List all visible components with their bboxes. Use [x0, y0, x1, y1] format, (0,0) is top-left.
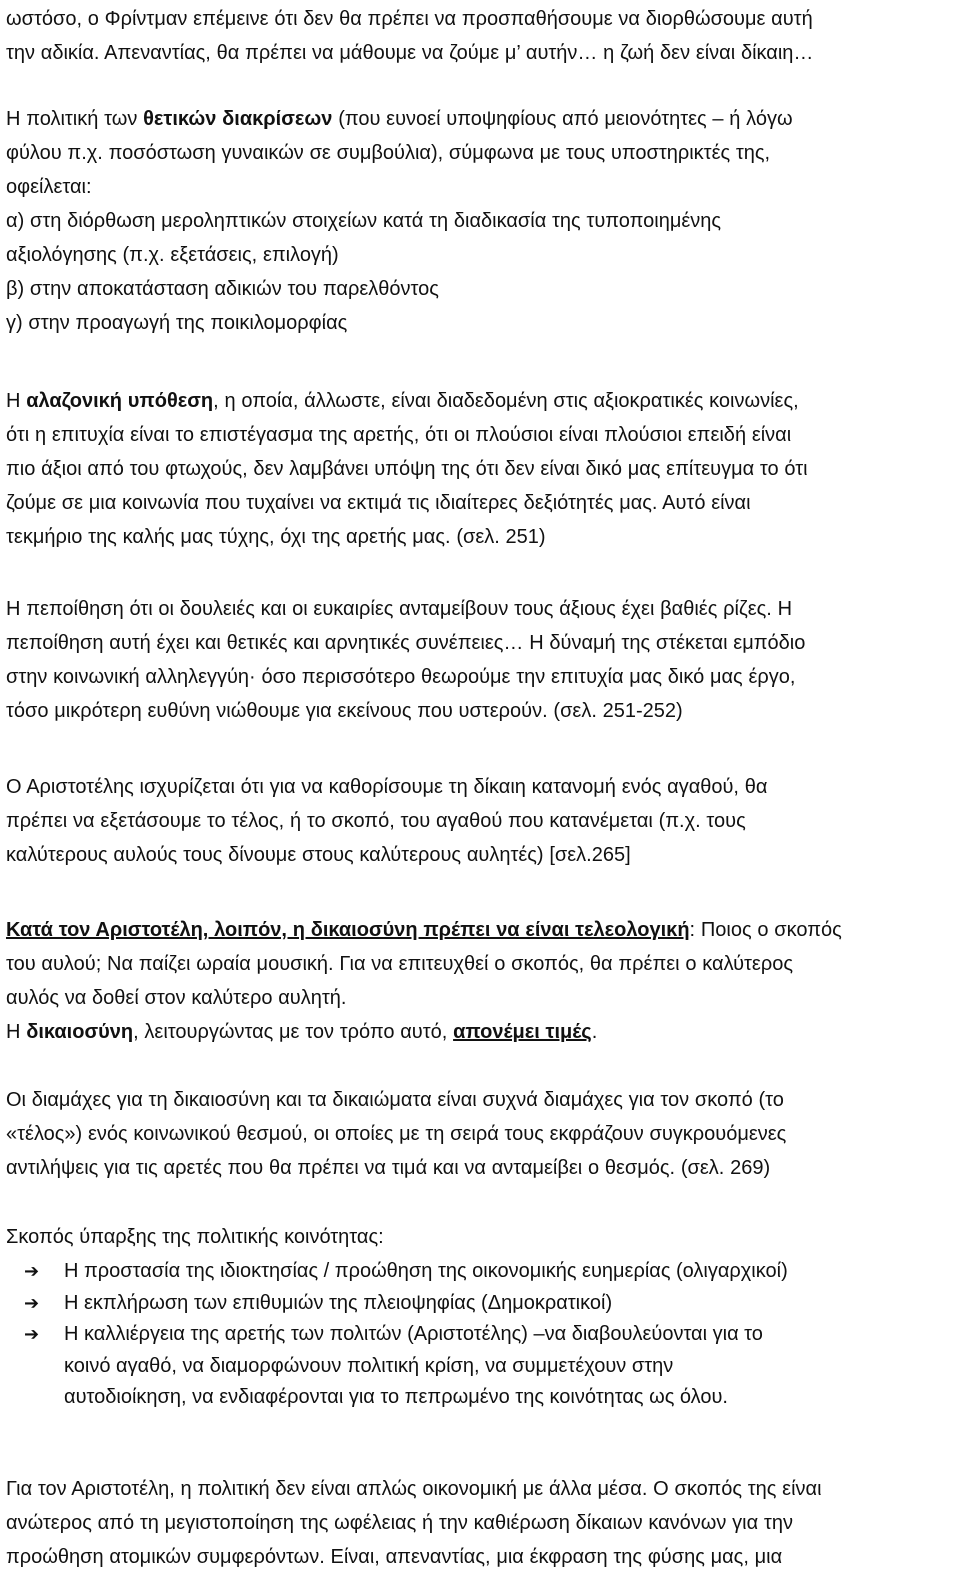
- text-line: γ) στην προαγωγή της ποικιλομορφίας: [6, 312, 348, 334]
- text-run: , λειτουργώντας με τον τρόπο αυτό,: [133, 1021, 454, 1043]
- text-line: φύλου π.χ. ποσόστωση γυναικών σε συμβούλια), σύμφωνα με τους υποστηρικτές της,: [6, 142, 771, 164]
- text-line: [6, 384, 950, 418]
- purpose-list: [6, 1256, 950, 1414]
- arrow-icon: ➔: [24, 1292, 40, 1313]
- text-run: : Ποιος ο σκοπός: [689, 919, 842, 941]
- text-line: ωστόσο, ο Φρίντμαν επέμεινε ότι δεν θα πρέπει να προσπαθήσουμε να διορθώσουμε αυτή: [6, 8, 813, 30]
- text-line: οφείλεται:: [6, 176, 92, 198]
- paragraph-aristotle-politics: [6, 1472, 950, 1574]
- text-line: καλύτερους αυλούς τους δίνουμε στους καλύτερους αυλητές) [σελ.265]: [6, 844, 631, 866]
- text-line: αυτοδιοίκηση, να ενδιαφέρονται για το πεπρωμένο της κοινότητας ως όλου.: [64, 1386, 728, 1408]
- arrow-icon: ➔: [24, 1261, 40, 1281]
- emphasis-text: αλαζονική υπόθεση: [26, 390, 214, 412]
- text-line: τόσο μικρότερη ευθύνη νιώθουμε για εκείνους που υστερούν. (σελ. 251-252): [6, 700, 683, 722]
- text-line: αντιλήψεις για τις αρετές που θα πρέπει να τιμά και να ανταμείβει ο θεσμός. (σελ. 269): [6, 1157, 771, 1179]
- text-line: Για τον Αριστοτέλη, η πολιτική δεν είναι απλώς οικονομική με άλλα μέσα. Ο σκοπός της είναι: [6, 1478, 822, 1500]
- paragraph-merit-belief: [6, 592, 950, 728]
- emphasis-text: δικαιοσύνη: [26, 1021, 134, 1043]
- text-line: ότι η επιτυχία είναι το επιστέγασμα της αρετής, ότι οι πλούσιοι είναι πλούσιοι επειδή είναι: [6, 424, 792, 446]
- text-line: την αδικία. Απεναντίας, θα πρέπει να μάθουμε να ζούμε μ’ αυτήν… η ζωή δεν είναι δίκαιη…: [6, 42, 814, 64]
- text-run: (που ευνοεί υποψηφίους από μειονότητες – ή λόγω: [332, 108, 793, 130]
- list-item-text: Η εκπλήρωση των επιθυμιών της πλειοψηφίας (Δημοκρατικοί): [64, 1291, 613, 1314]
- text-line: Η καλλιέργεια της αρετής των πολιτών (Αριστοτέλης) –να διαβουλεύονται για το: [64, 1323, 763, 1345]
- text-run: Η: [6, 1021, 27, 1043]
- text-run: Η: [6, 390, 27, 412]
- paragraph-disputes-purpose: [6, 1083, 950, 1185]
- paragraph-aristotle-claim: [6, 770, 950, 872]
- text-line: ανώτερος από τη μεγιστοποίηση της ωφέλειας ή την καθιέρωση δίκαιων κανόνων για την: [6, 1512, 793, 1534]
- text-line: πρέπει να εξετάσουμε το τέλος, ή το σκοπό, του αγαθού που κατανέμεται (π.χ. τους: [6, 810, 746, 832]
- text-line: [6, 1015, 950, 1049]
- text-line: β) στην αποκατάσταση αδικιών του παρελθόντος: [6, 278, 439, 300]
- text-line: προώθηση ατομικών συμφερόντων. Είναι, απεναντίας, μια έκφραση της φύσης μας, μια: [6, 1546, 783, 1568]
- text-run: .: [591, 1021, 598, 1043]
- text-run: Η πολιτική των: [6, 108, 144, 130]
- text-line: ζούμε σε μια κοινωνία που τυχαίνει να εκτιμά τις ιδιαίτερες δεξιότητές μας. Αυτό είναι: [6, 492, 751, 514]
- paragraph-arrogant-assumption: [6, 384, 950, 554]
- list-item: [6, 1288, 950, 1320]
- text-line: Σκοπός ύπαρξης της πολιτικής κοινότητας:: [6, 1226, 384, 1248]
- emphasis-text: απονέμει τιμές: [453, 1021, 592, 1043]
- list-item: [6, 1319, 950, 1414]
- text-line: πεποίθηση αυτή έχει και θετικές και αρνητικές συνέπειες… Η δύναμή της στέκεται εμπόδιο: [6, 632, 806, 654]
- text-line: αυλός να δοθεί στον καλύτερο αυλητή.: [6, 987, 347, 1009]
- paragraph-teleological-justice: [6, 913, 950, 1049]
- arrow-icon: ➔: [24, 1324, 40, 1344]
- political-community-heading: [6, 1220, 950, 1254]
- text-line: Οι διαμάχες για τη δικαιοσύνη και τα δικαιώματα είναι συχνά διαμάχες για τον σκοπό (το: [6, 1089, 784, 1111]
- emphasis-text: θετικών διακρίσεων: [143, 108, 333, 130]
- list-item-text: Η προστασία της ιδιοκτησίας / προώθηση της οικονομικής ευημερίας (ολιγαρχικοί): [64, 1260, 788, 1282]
- text-line: Ο Αριστοτέλης ισχυρίζεται ότι για να καθορίσουμε τη δίκαιη κατανομή ενός αγαθού, θα: [6, 776, 768, 798]
- text-line: [6, 913, 950, 947]
- text-line: Η πεποίθηση ότι οι δουλειές και οι ευκαιρίες ανταμείβουν τους άξιους έχει βαθιές ρίζες. Η: [6, 598, 793, 620]
- text-line: πιο άξιοι από του φτωχούς, δεν λαμβάνει υπόψη της ότι δεν είναι δικό μας επίτευγμα το ότι: [6, 458, 808, 480]
- list-item-text: [64, 1319, 950, 1414]
- text-line: αξιολόγησης (π.χ. εξετάσεις, επιλογή): [6, 244, 339, 266]
- text-line: κοινό αγαθό, να διαμορφώνουν πολιτική κρίση, να συμμετέχουν στην: [64, 1354, 674, 1377]
- text-line: «τέλος») ενός κοινωνικού θεσμού, οι οποίες με τη σειρά τους εκφράζουν συγκρουόμενες: [6, 1123, 787, 1145]
- text-line: του αυλού; Να παίζει ωραία μουσική. Για να επιτευχθεί ο σκοπός, θα πρέπει ο καλύτερος: [6, 953, 793, 975]
- paragraph-affirmative-action: [6, 102, 950, 340]
- text-run: , η οποία, άλλωστε, είναι διαδεδομένη στις αξιοκρατικές κοινωνίες,: [213, 390, 799, 412]
- text-line: στην κοινωνική αλληλεγγύη· όσο περισσότερο θεωρούμε την επιτυχία μας δικό μας έργο,: [6, 666, 796, 688]
- paragraph-friedman: [6, 2, 950, 70]
- list-item: [6, 1256, 950, 1288]
- text-line: τεκμήριο της καλής μας τύχης, όχι της αρετής μας. (σελ. 251): [6, 526, 546, 548]
- text-line: α) στη διόρθωση μεροληπτικών στοιχείων κατά τη διαδικασία της τυποποιημένης: [6, 210, 722, 232]
- emphasis-text: Κατά τον Αριστοτέλη, λοιπόν, η δικαιοσύνη πρέπει να είναι τελεολογική: [6, 919, 690, 941]
- text-line: [6, 102, 950, 136]
